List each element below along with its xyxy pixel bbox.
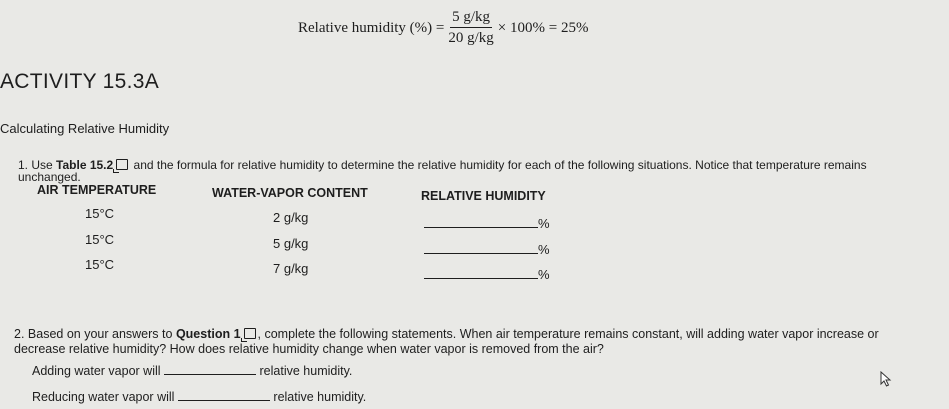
- row-1-answer[interactable]: [424, 215, 550, 231]
- statement-adding-before: Adding water vapor will: [32, 364, 161, 378]
- header-relative-humidity: RELATIVE HUMIDITY: [421, 189, 546, 203]
- statement-adding: [32, 362, 352, 378]
- activity-title: ACTIVITY 15.3A: [0, 70, 160, 93]
- formula-fraction: [448, 9, 493, 47]
- row-1-percent: %: [538, 216, 550, 231]
- mouse-cursor-icon: [880, 371, 892, 387]
- statement-reducing: [32, 388, 366, 404]
- row-1-answer-blank[interactable]: [424, 215, 538, 228]
- question-1-number: 1.: [18, 158, 29, 172]
- formula-lhs: Relative humidity (%) =: [298, 19, 445, 36]
- row-3-answer-blank[interactable]: [424, 266, 538, 279]
- row-2-temperature: 15°C: [85, 232, 115, 247]
- row-3-vapor: 7 g/kg: [273, 261, 309, 276]
- external-link-icon[interactable]: [116, 159, 128, 170]
- relative-humidity-formula: [298, 6, 588, 50]
- row-2-answer-blank[interactable]: [424, 241, 538, 254]
- statement-reducing-before: Reducing water vapor will: [32, 390, 175, 404]
- row-1-temperature: 15°C: [85, 206, 115, 221]
- formula-rhs: × 100% = 25%: [497, 19, 589, 36]
- table-15-2-link[interactable]: Table 15.2: [56, 158, 114, 172]
- row-1-vapor: 2 g/kg: [273, 210, 309, 225]
- question-2: [14, 327, 914, 357]
- activity-subtitle: Calculating Relative Humidity: [0, 121, 170, 136]
- question-2-text-before: Based on your answers to: [27, 327, 173, 341]
- header-water-vapor-content: WATER-VAPOR CONTENT: [212, 186, 368, 200]
- question-1-text-before: Use: [31, 158, 53, 172]
- row-3-percent: %: [538, 267, 550, 282]
- row-3-temperature: 15°C: [85, 257, 115, 272]
- external-link-icon[interactable]: [244, 328, 256, 339]
- statement-reducing-blank[interactable]: [178, 388, 270, 401]
- question-1-text-after: and the formula for relative humidity to determine the relative humidity for each of the following situations. Notice that temperature remains unchanged.: [18, 158, 867, 184]
- header-air-temperature: AIR TEMPERATURE: [37, 183, 157, 197]
- statement-adding-blank[interactable]: [164, 362, 256, 375]
- formula-denominator: 20 g/kg: [448, 30, 494, 46]
- formula-numerator: 5 g/kg: [450, 9, 492, 28]
- row-2-vapor: 5 g/kg: [273, 236, 309, 251]
- row-2-percent: %: [538, 242, 550, 257]
- row-3-answer[interactable]: [424, 266, 550, 282]
- question-1-link[interactable]: Question 1: [175, 327, 241, 341]
- question-2-text-after: , complete the following statements. When air temperature remains constant, will adding water vapor increase or decrease relative humidity? How does relative humidity change when water vapor is removed from the air?: [14, 327, 879, 356]
- statement-adding-after: relative humidity.: [259, 364, 353, 378]
- row-2-answer[interactable]: [424, 241, 550, 257]
- question-2-number: 2.: [14, 327, 25, 341]
- statement-reducing-after: relative humidity.: [273, 390, 367, 404]
- question-1: [18, 159, 923, 183]
